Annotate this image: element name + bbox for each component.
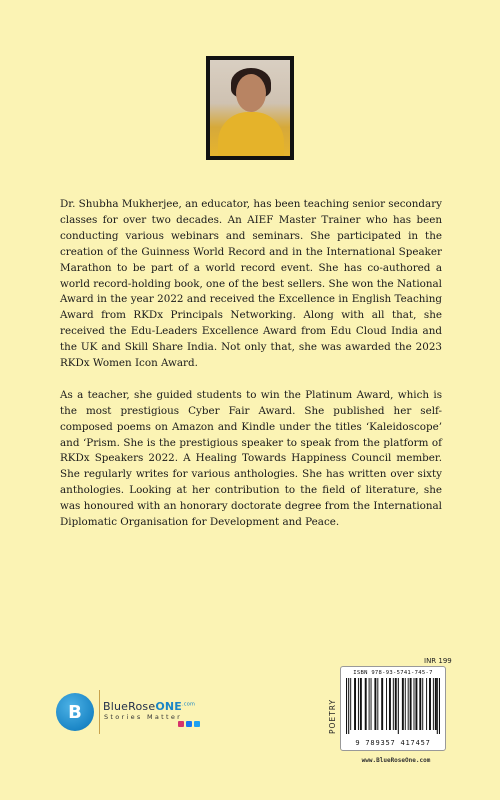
barcode-bar [435,678,437,730]
publisher-logo-letter: B [68,701,82,723]
twitter-icon [194,721,200,727]
barcode-bar [426,678,427,730]
category-text: POETRY [328,698,338,734]
author-photo-frame [206,56,294,160]
barcode-bar [402,678,404,730]
author-bio [60,197,442,547]
barcode-bars [346,678,440,734]
publisher-logo-icon [56,693,94,731]
publisher-name-part2: ONE [155,700,182,713]
author-photo-body [218,112,284,156]
publisher-tagline: Stories Matter [104,713,183,721]
barcode-box [340,666,446,751]
publisher-website: www.BlueRoseOne.com [361,757,431,764]
barcode-bar [346,678,347,734]
barcode-bar [433,678,434,730]
barcode-bar [393,678,394,730]
barcode-bar [437,678,438,734]
barcode-bar [408,678,409,730]
logo-divider [99,690,100,734]
price-label: INR 199 [424,657,452,665]
barcode-bar [374,678,376,730]
barcode-bar [429,678,431,730]
barcode-bar [395,678,397,730]
bio-paragraph-2: As a teacher, she guided students to win the Platinum Award, which is the most prestigious Cyber Fair Award. She published her self-composed poems on Amazon and Kindle under the titles ‘Kaleidoscope’ and ‘Prism. She is the prestigious speaker to speak from the platform of RKDx Speakers 2022. A Healing Towards Happiness Council member. She regularly writes for various anthologies. She has written over sixty anthologies. Looking at her contribution to the field of literature, she was honoured with an honorary doctorate degree from the International Diplomatic Organisation for Development and Peace. [60,388,442,529]
barcode-bar [371,678,372,730]
barcode-bar [414,678,415,730]
barcode-bar [439,678,440,734]
category-label [328,676,338,756]
social-icons [178,721,200,727]
barcode-bar [422,678,423,730]
bio-paragraph-1: Dr. Shubha Mukherjee, an educator, has been teaching senior secondary classes for over two decades. An AIEF Master Trainer who has been conducting various webinars and seminars. She participated in the creation of the Guinness World Record and in the International Speaker Marathon to be part of a world record event. She has co-authored a world record-holding book, one of the best sellers. She won the National Award in the year 2022 and received the Excellence in English Teaching Award from RKDx Principals Networking. Along with all that, she received the Edu-Leaders Excellence Award from Edu Cloud India and the UK and Skill Share India. Not only that, she was awarded the 2023 RKDx Women Icon Award. [60,198,442,370]
publisher-name-suffix: .com [182,701,196,708]
barcode-bar [365,678,367,730]
facebook-icon [186,721,192,727]
barcode-bar [398,678,399,734]
instagram-icon [178,721,184,727]
barcode-bar [386,678,387,730]
barcode-bar [369,678,370,730]
barcode-bar [350,678,351,730]
barcode-bar [360,678,362,730]
publisher-name-part1: BlueRose [103,700,156,713]
barcode-bar [415,678,417,730]
barcode-bar [377,678,378,730]
isbn-text: ISBN 978-93-5741-745-7 [353,670,433,676]
barcode-bar [410,678,412,730]
author-photo [210,60,290,156]
barcode-bar [354,678,356,730]
barcode-bar [419,678,421,730]
barcode-bar [389,678,391,730]
barcode-bar [348,678,349,734]
publisher-name [103,700,195,713]
barcode-bar [405,678,406,730]
barcode-bar [358,678,359,730]
author-photo-face [236,74,266,112]
barcode-digits: 9 789357 417457 [355,739,431,747]
barcode-bar [381,678,383,730]
